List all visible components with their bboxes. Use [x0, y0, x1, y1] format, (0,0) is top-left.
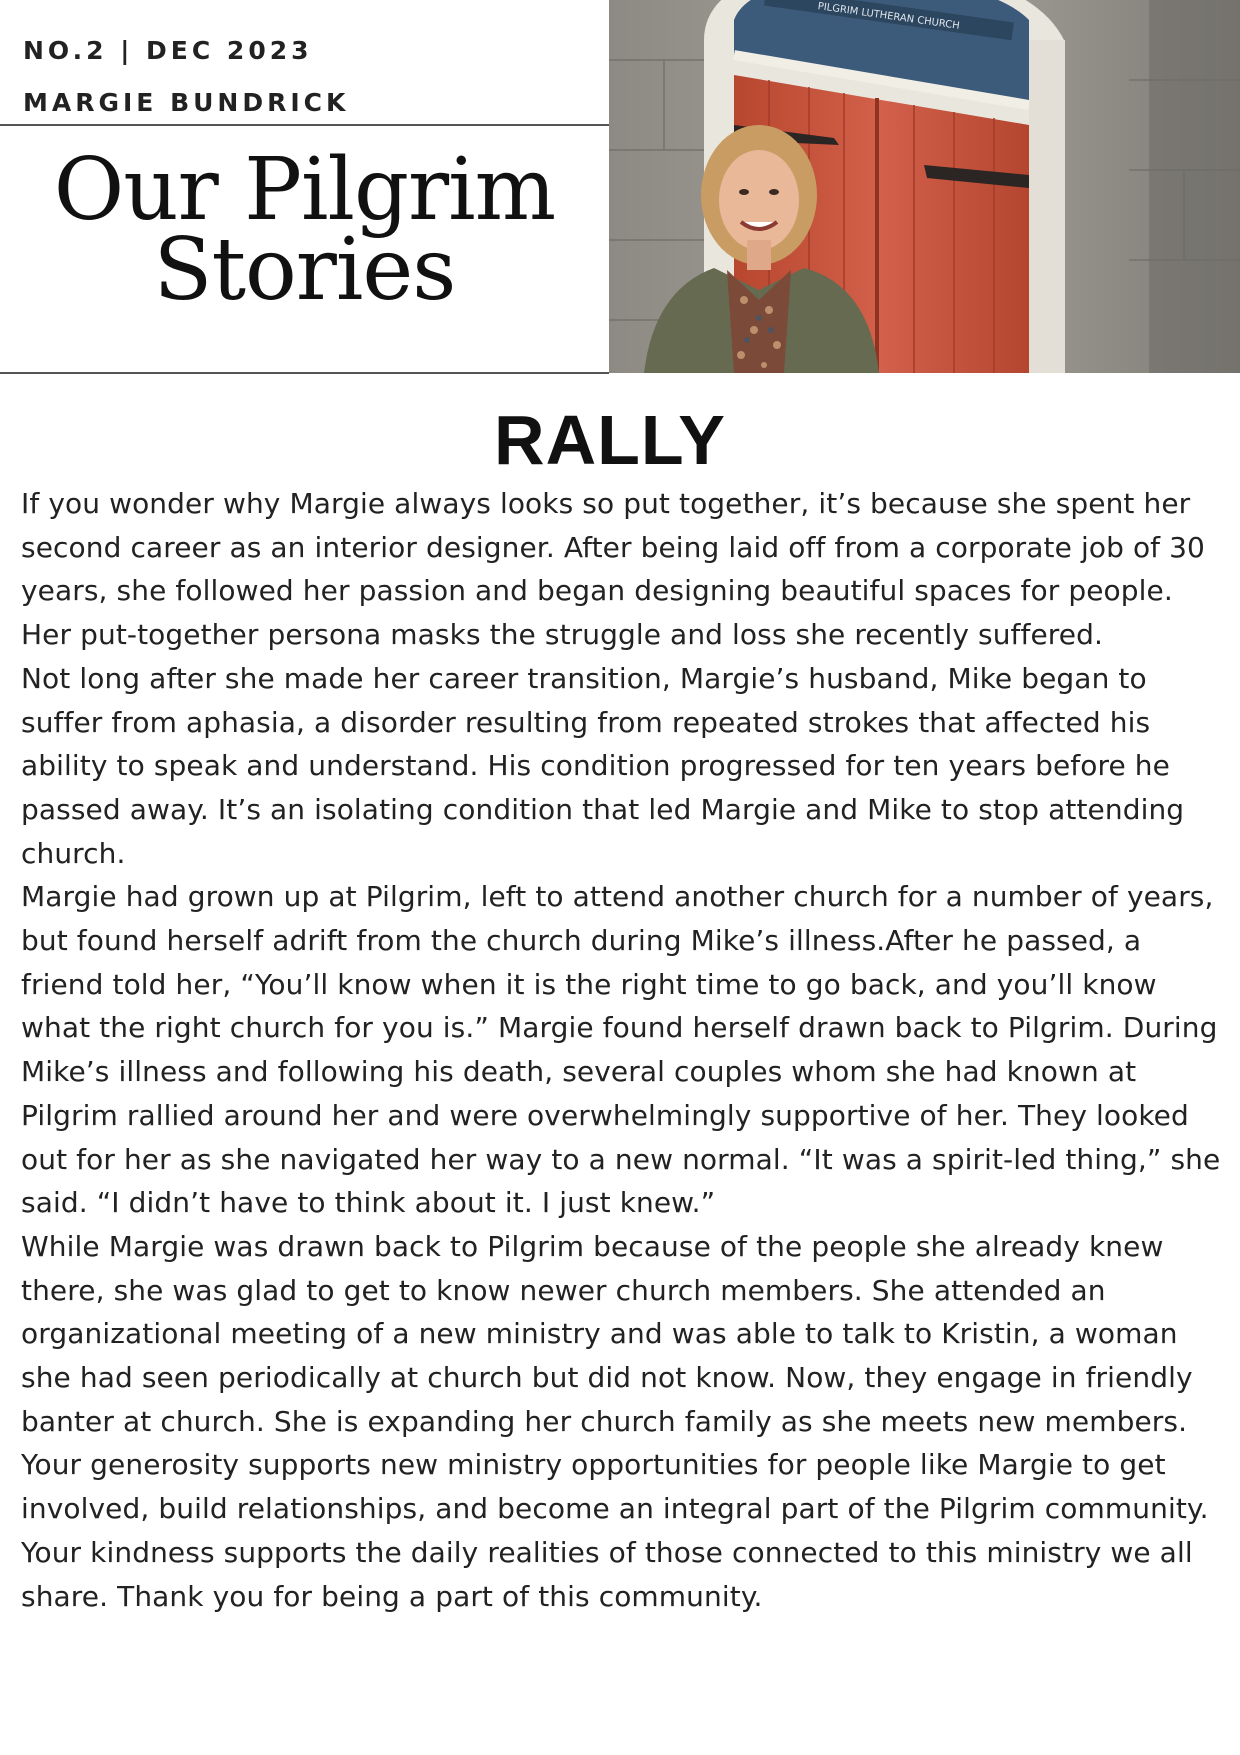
masthead-panel — [0, 0, 609, 374]
author-name: MARGIE BUNDRICK — [23, 88, 350, 117]
issue-date: NO.2 | DEC 2023 — [23, 36, 313, 65]
article-heading: RALLY — [494, 401, 726, 479]
paragraph: Margie had grown up at Pilgrim, left to attend another church for a number of years, but found herself adrift from the church during Mike’s illness.After he passed, a friend told her, “You’ll know when it is the right time to go back, and you’ll know what the right church for you is.” Margie found herself drawn back to Pilgrim. During Mike’s illness and following his death, several couples whom she had known at Pilgrim rallied around her and were overwhelmingly supportive of her. They looked out for her as she navigated her way to a new normal. “It was a spirit-led thing,” she said. “I didn’t have to think about it. I just knew.” — [21, 880, 1221, 1220]
church-sign-text: PILGRIM LUTHERAN CHURCH — [816, 1, 961, 32]
divider — [0, 124, 609, 126]
paragraph: While Margie was drawn back to Pilgrim because of the people she already knew there, she was glad to get to know newer church members. She attended an organizational meeting of a new ministry and was able to talk to Kristin, a woman she had seen periodically at church but did not know. Now, they engage in friendly banter at church. She is expanding her church family as she meets new members. — [21, 1229, 1193, 1438]
title-line-1: Our Pilgrim — [53, 140, 556, 240]
newsletter-title — [0, 140, 609, 320]
paragraph: If you wonder why Margie always looks so put together, it’s because she spent her second career as an interior designer. After being laid off from a corporate job of 30 years, she followed her passion and began designing beautiful spaces for people. Her put-together persona masks the struggle and loss she recently suffered. — [21, 487, 1205, 652]
portrait-photo — [609, 0, 1240, 373]
newsletter-header — [0, 0, 1240, 373]
title-line-2: Stories — [153, 220, 456, 320]
church-door-portrait-image — [609, 0, 1240, 373]
paragraph: Not long after she made her career transition, Margie’s husband, Mike began to suffer from aphasia, a disorder resulting from repeated strokes that affected his ability to speak and understand. His condition progressed for ten years before he passed away. It’s an isolating condition that led Margie and Mike to stop attending church. — [21, 661, 1185, 870]
paragraph: Your generosity supports new ministry opportunities for people like Margie to get involved, build relationships, and become an integral part of the Pilgrim community. Your kindness supports the daily realities of those connected to this ministry we all share. Thank you for being a part of this community. — [21, 1448, 1209, 1613]
article-body — [21, 482, 1231, 1618]
